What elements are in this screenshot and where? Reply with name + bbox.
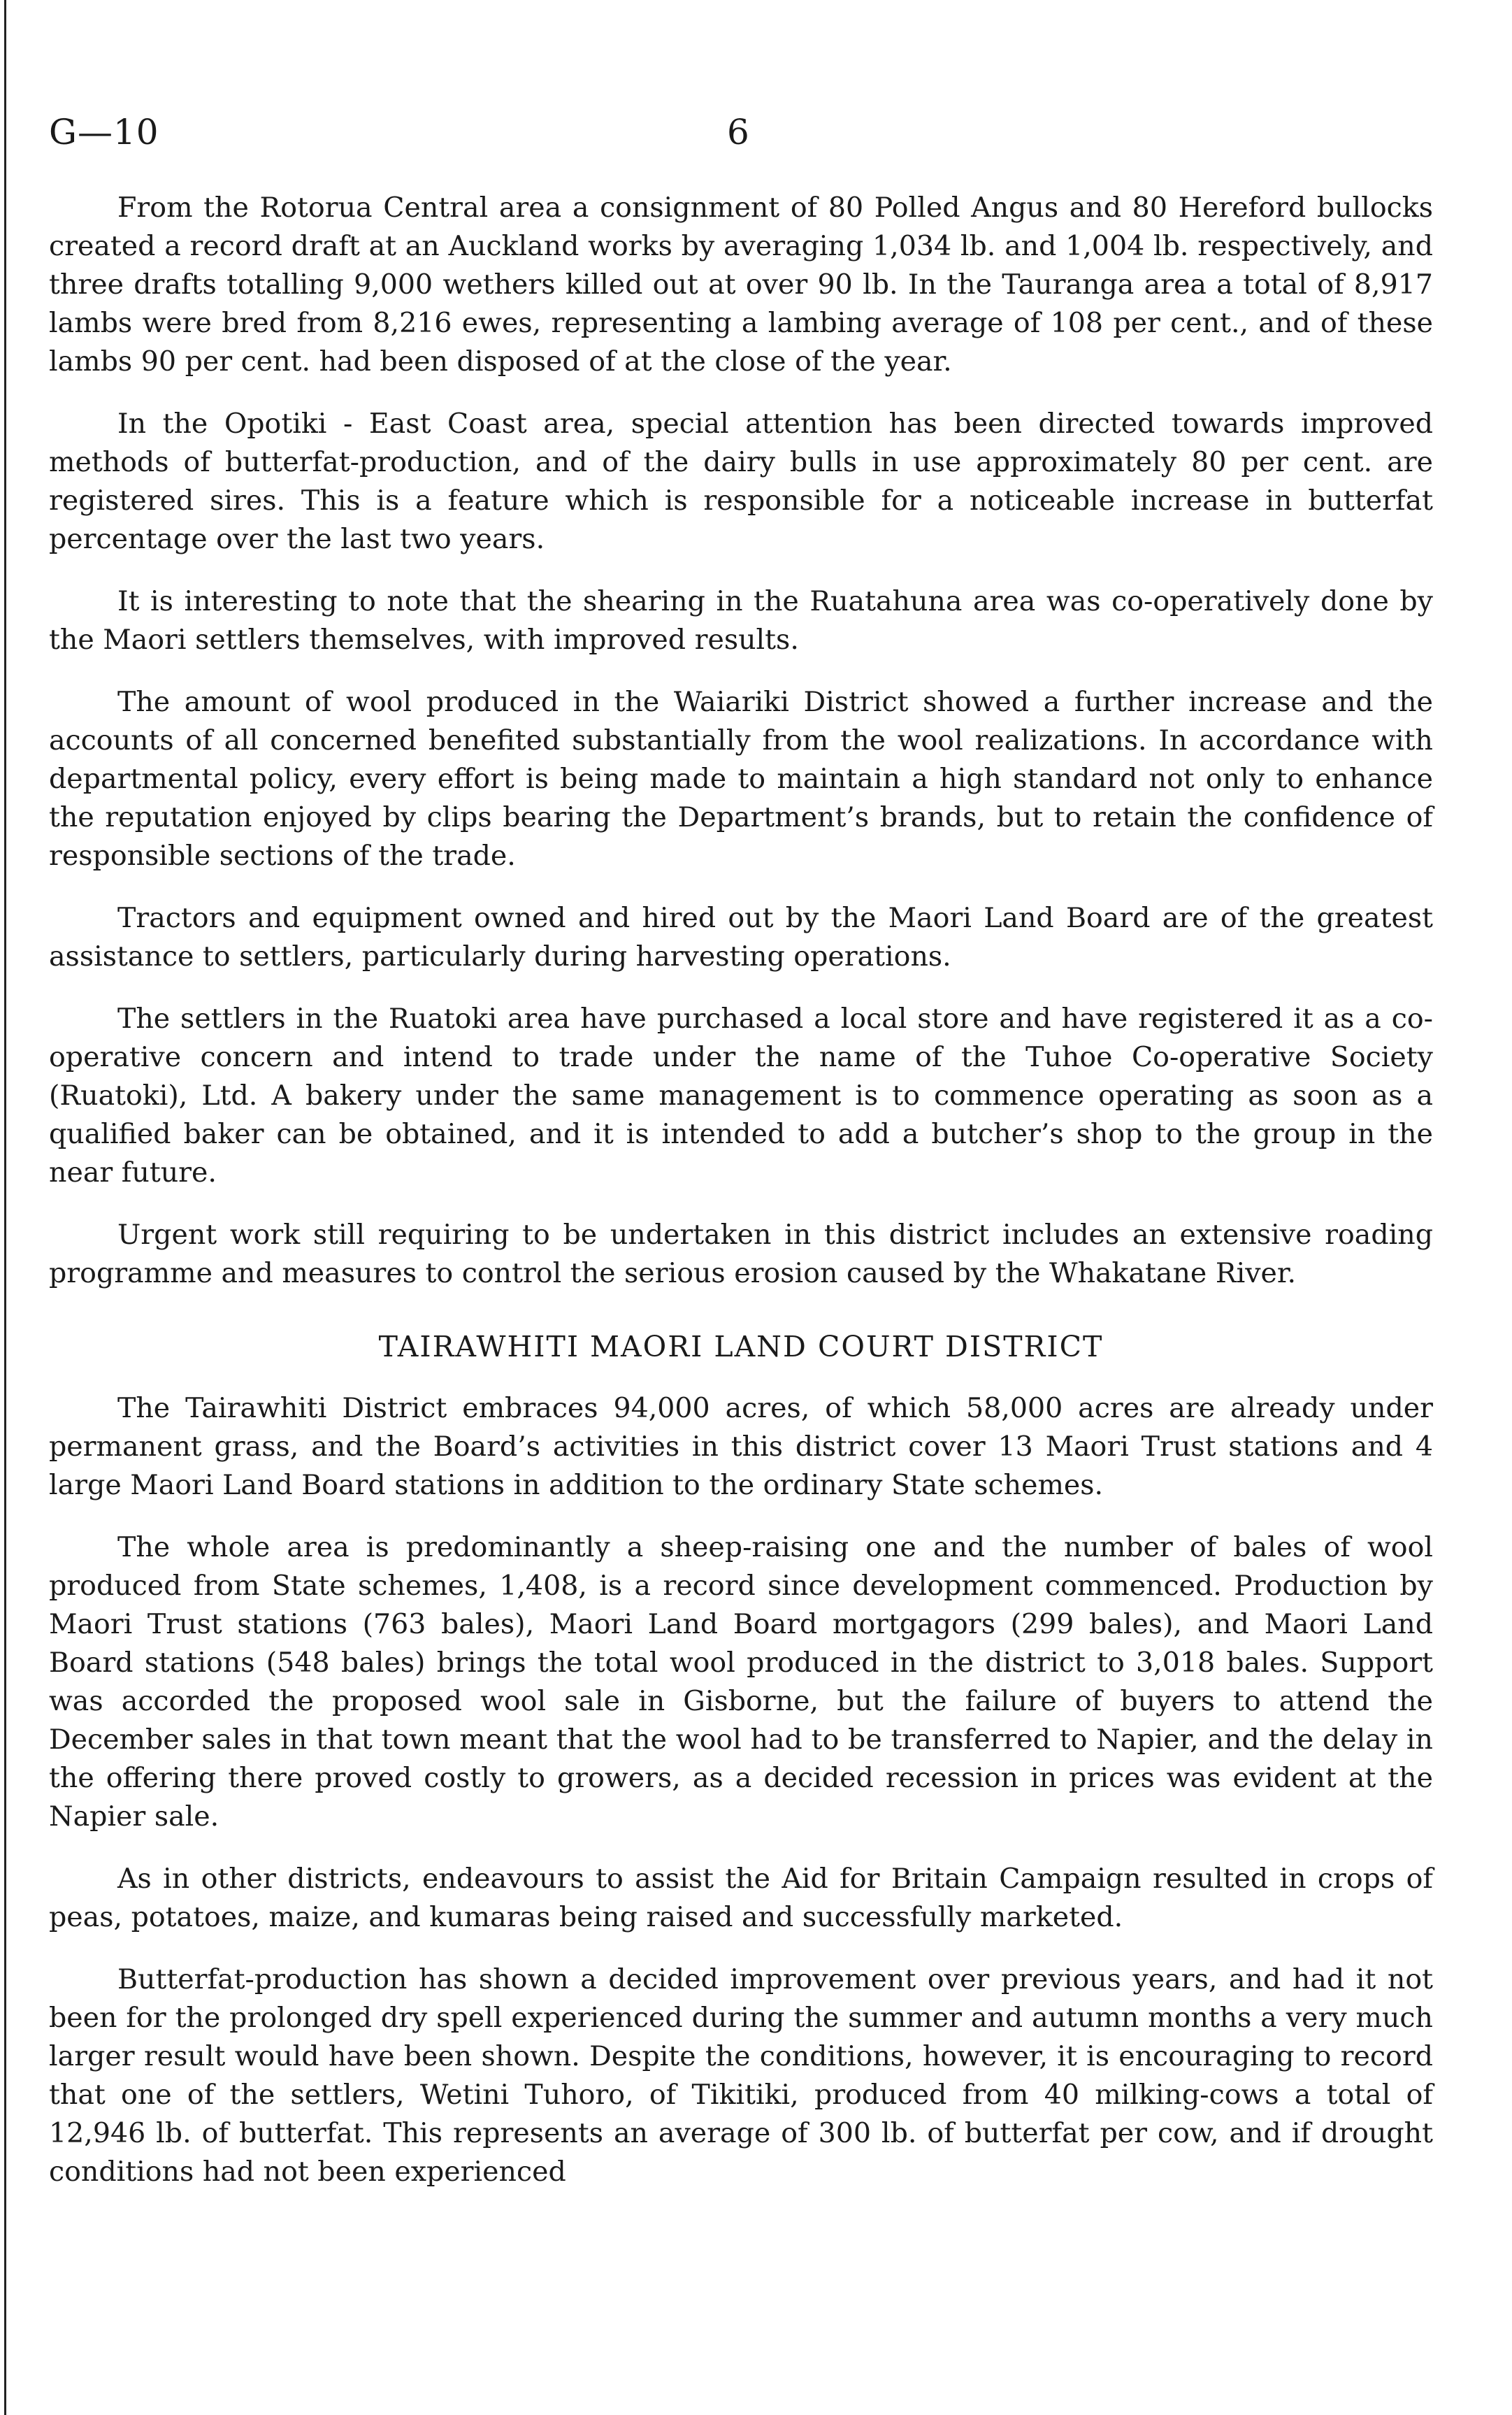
- paragraph-tairawhiti: The Tairawhiti District embraces 94,000 acres, of which 58,000 acres are already under permanent grass, and the Board’s activities in this district cover 13 Maori Trust stations and 4 large Maori Land Board stations in addition to the ordinary State schemes.: [49, 1392, 1433, 1501]
- document-body: [49, 189, 1433, 2215]
- page-number: 6: [727, 112, 749, 152]
- paragraph-urgent-work: Urgent work still requiring to be undertaken in this district includes an extensive roading programme and measures to control the serious erosion caused by the Whakatane River.: [49, 1219, 1433, 1289]
- report-code: G—10: [49, 112, 159, 152]
- paragraph-tractors: Tractors and equipment owned and hired out by the Maori Land Board are of the greatest assistance to settlers, particularly during harvesting operations.: [49, 902, 1433, 973]
- paragraph-aid-for-britain: As in other districts, endeavours to assist the Aid for Britain Campaign resulted in crops of peas, potatoes, maize, and kumaras being raised and successfully marketed.: [49, 1863, 1433, 1933]
- page-edge-rule: [4, 0, 6, 2415]
- paragraph-butterfat: Butterfat-production has shown a decided improvement over previous years, and had it not been for the prolonged dry spell experienced during the summer and autumn months a very much larger result would have been shown. Despite the conditions, however, it is encouraging to record that one of the settlers, Wetini Tuhoro, of Tikitiki, produced from 40 milking-cows a total of 12,946 lb. of butterfat. This represents an average of 300 lb. of butterfat per cow, and if drought conditions had not been experienced: [49, 1963, 1433, 2188]
- paragraph-rotorua: From the Rotorua Central area a consignment of 80 Polled Angus and 80 Hereford bullocks created a record draft at an Auckland works by averaging 1,034 lb. and 1,004 lb. respectively, and three drafts totalling 9,000 wethers killed out at over 90 lb. In the Tauranga area a total of 8,917 lambs were bred from 8,216 ewes, representing a lambing average of 108 per cent., and of these lambs 90 per cent. had been disposed of at the close of the year.: [49, 192, 1433, 378]
- paragraph-waiariki-wool: The amount of wool produced in the Waiariki District showed a further increase and the accounts of all concerned benefited substantially from the wool realizations. In accordance with departmental policy, every effort is being made to maintain a high standard not only to enhance the reputation enjoyed by clips bearing the Department’s brands, but to retain the confidence of responsible sections of the trade.: [49, 686, 1433, 872]
- paragraph-ruatoki: The settlers in the Ruatoki area have purchased a local store and have registered it as a co-operative concern and intend to trade under the name of the Tuhoe Co-operative Society (Ruatoki), Ltd. A bakery under the same management is to commence operating as soon as a qualified baker can be obtained, and it is intended to add a butcher’s shop to the group in the near future.: [49, 1003, 1433, 1189]
- section-heading: TAIRAWHITI MAORI LAND COURT DISTRICT: [378, 1330, 1104, 1363]
- paragraph-ruatahuna: It is interesting to note that the shearing in the Ruatahuna area was co-operatively done by the Maori settlers themselves, with improved results.: [49, 585, 1433, 656]
- paragraph-sheep-raising: The whole area is predominantly a sheep-raising one and the number of bales of wool produced from State schemes, 1,408, is a record since development commenced. Production by Maori Trust stations (763 bales), Maori Land Board mortgagors (299 bales), and Maori Land Board stations (548 bales) brings the total wool produced in the district to 3,018 bales. Support was accorded the proposed wool sale in Gisborne, but the failure of buyers to attend the December sales in that town meant that the wool had to be transferred to Napier, and the delay in the offering there proved costly to growers, as a decided recession in prices was evident at the Napier sale.: [49, 1531, 1433, 1833]
- paragraph-opotiki: In the Opotiki - East Coast area, special attention has been directed towards improved methods of butterfat-production, and of the dairy bulls in use approximately 80 per cent. are registered sires. This is a feature which is responsible for a noticeable increase in butterfat percentage over the last two years.: [49, 408, 1433, 555]
